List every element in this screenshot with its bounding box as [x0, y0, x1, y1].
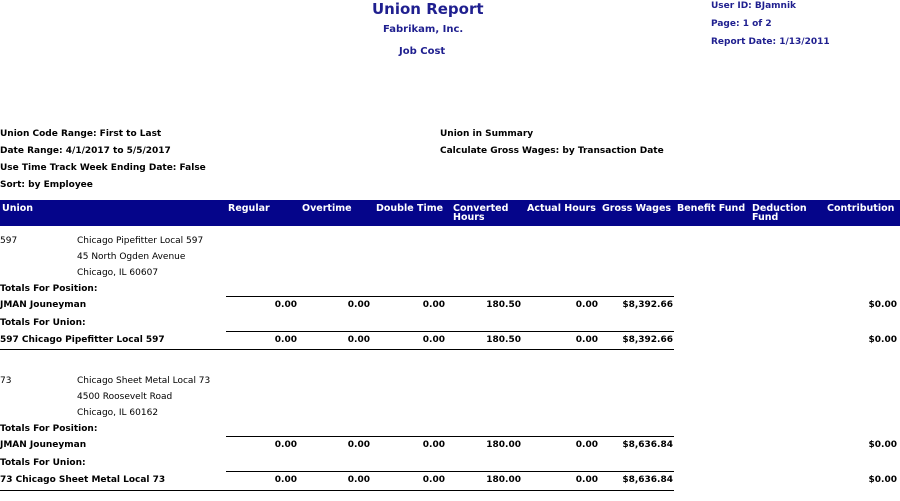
col-deduction-line2: Fund: [752, 212, 779, 223]
union-overtime: 0.00: [347, 475, 370, 485]
position-total-rule: [226, 436, 674, 437]
report-title: Union Report: [372, 0, 484, 18]
position-row-label: JMAN Jouneyman: [0, 300, 87, 310]
col-regular: Regular: [228, 203, 270, 214]
col-union: Union: [2, 203, 34, 214]
union-name: Chicago Sheet Metal Local 73: [77, 376, 211, 386]
column-header-bar: [0, 200, 900, 226]
position-double-time: 0.00: [422, 440, 445, 450]
position-converted-hours: 180.50: [486, 300, 521, 310]
union-address-line1: 4500 Roosevelt Road: [77, 392, 173, 402]
col-deduction-fund: [752, 204, 807, 222]
union-contribution: $0.00: [868, 475, 897, 485]
union-gross-wages: $8,392.66: [622, 335, 673, 345]
col-deduction-line1: Deduction: [752, 203, 807, 214]
company-name: Fabrikam, Inc.: [383, 24, 464, 35]
report-subtitle: Job Cost: [399, 46, 446, 57]
position-regular: 0.00: [274, 300, 297, 310]
union-row-label: 73 Chicago Sheet Metal Local 73: [0, 475, 166, 485]
union-total-rule: [226, 331, 674, 332]
position-total-rule: [226, 296, 674, 297]
union-regular: 0.00: [274, 335, 297, 345]
union-code: 597: [0, 236, 18, 246]
union-row-label: 597 Chicago Pipefitter Local 597: [0, 335, 165, 345]
union-address-line1: 45 North Ogden Avenue: [77, 252, 186, 262]
totals-for-position-label: Totals For Position:: [0, 284, 98, 294]
col-actual-hours: Actual Hours: [527, 203, 596, 214]
position-contribution: $0.00: [868, 440, 897, 450]
col-gross-wages: Gross Wages: [602, 203, 672, 214]
union-converted-hours: 180.50: [486, 335, 521, 345]
position-regular: 0.00: [274, 440, 297, 450]
position-overtime: 0.00: [347, 440, 370, 450]
criteria-sort: Sort: by Employee: [0, 180, 93, 190]
criteria-union-code-range: Union Code Range: First to Last: [0, 129, 162, 139]
position-gross-wages: $8,636.84: [622, 440, 673, 450]
criteria-date-range: Date Range: 4/1/2017 to 5/5/2017: [0, 146, 171, 156]
union-bottom-rule: [0, 349, 674, 350]
union-actual-hours: 0.00: [575, 335, 598, 345]
union-regular: 0.00: [274, 475, 297, 485]
report-date: Report Date: 1/13/2011: [711, 37, 830, 47]
position-contribution: $0.00: [868, 300, 897, 310]
position-actual-hours: 0.00: [575, 440, 598, 450]
criteria-time-track: Use Time Track Week Ending Date: False: [0, 163, 206, 173]
union-code: 73: [0, 376, 12, 386]
position-converted-hours: 180.00: [486, 440, 521, 450]
union-name: Chicago Pipefitter Local 597: [77, 236, 204, 246]
union-converted-hours: 180.00: [486, 475, 521, 485]
page-number: Page: 1 of 2: [711, 19, 772, 29]
union-address-line2: Chicago, IL 60162: [77, 408, 159, 418]
position-actual-hours: 0.00: [575, 300, 598, 310]
union-double-time: 0.00: [422, 335, 445, 345]
col-contribution: Contribution: [827, 203, 895, 214]
position-gross-wages: $8,392.66: [622, 300, 673, 310]
totals-for-union-label: Totals For Union:: [0, 318, 86, 328]
union-gross-wages: $8,636.84: [622, 475, 673, 485]
union-bottom-rule: [0, 490, 674, 491]
criteria-gross-wages: Calculate Gross Wages: by Transaction Date: [440, 146, 664, 156]
col-converted-line2: Hours: [453, 212, 485, 223]
union-overtime: 0.00: [347, 335, 370, 345]
col-converted-line1: Converted: [453, 203, 509, 214]
col-overtime: Overtime: [302, 203, 352, 214]
union-actual-hours: 0.00: [575, 475, 598, 485]
union-total-rule: [226, 471, 674, 472]
union-double-time: 0.00: [422, 475, 445, 485]
totals-for-union-label: Totals For Union:: [0, 458, 86, 468]
union-contribution: $0.00: [868, 335, 897, 345]
totals-for-position-label: Totals For Position:: [0, 424, 98, 434]
col-double-time: Double Time: [376, 203, 444, 214]
position-row-label: JMAN Jouneyman: [0, 440, 87, 450]
col-benefit-fund: Benefit Fund: [677, 203, 746, 214]
union-address-line2: Chicago, IL 60607: [77, 268, 159, 278]
user-id: User ID: BJamnik: [711, 1, 797, 11]
position-overtime: 0.00: [347, 300, 370, 310]
position-double-time: 0.00: [422, 300, 445, 310]
criteria-union-summary: Union in Summary: [440, 129, 534, 139]
col-converted-hours: [453, 204, 508, 222]
